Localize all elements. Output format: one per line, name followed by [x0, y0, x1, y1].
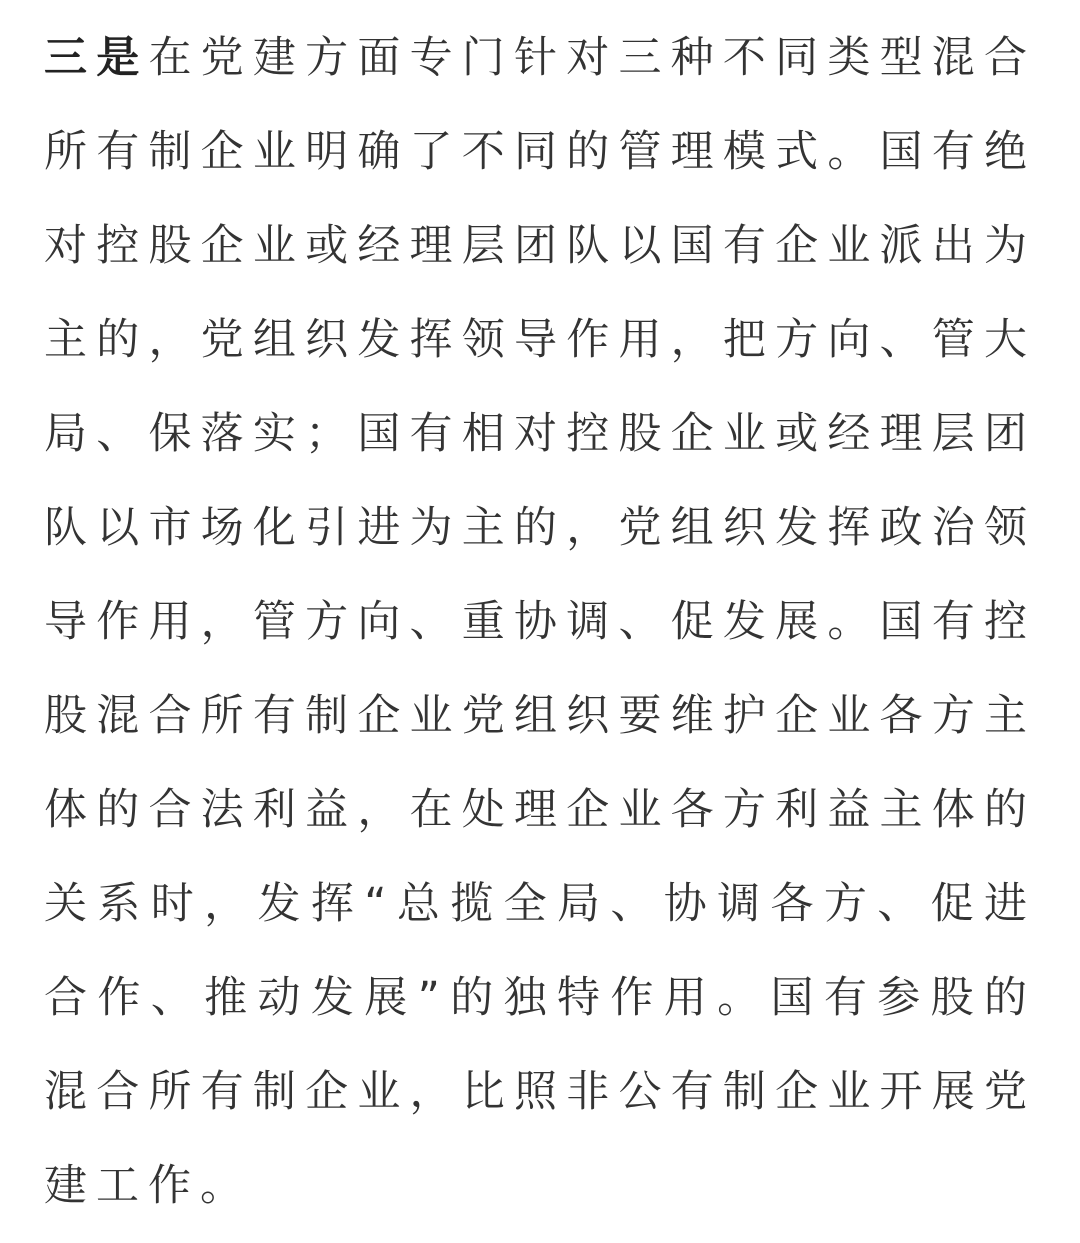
paragraph-lead: 三是	[44, 33, 149, 83]
paragraph-body: 在党建方面专门针对三种不同类型混合所有制企业明确了不同的管理模式。国有绝对控股企业或经理层团队以国有企业派出为主的，党组织发挥领导作用，把方向、管大局、保落实；国有相对控股企业或经理层团队以市场化引进为主的，党组织发挥政治领导作用，管方向、重协调、促发展。国有控股混合所有制企业党组织要维护企业各方主体的合法利益，在处理企业各方利益主体的关系时，发挥“总揽全局、协调各方、促进合作、推动发展”的独特作用。国有参股的混合所有制企业，比照非公有制企业开展党建工作。	[44, 33, 1037, 1211]
article-paragraph	[44, 11, 1036, 1233]
